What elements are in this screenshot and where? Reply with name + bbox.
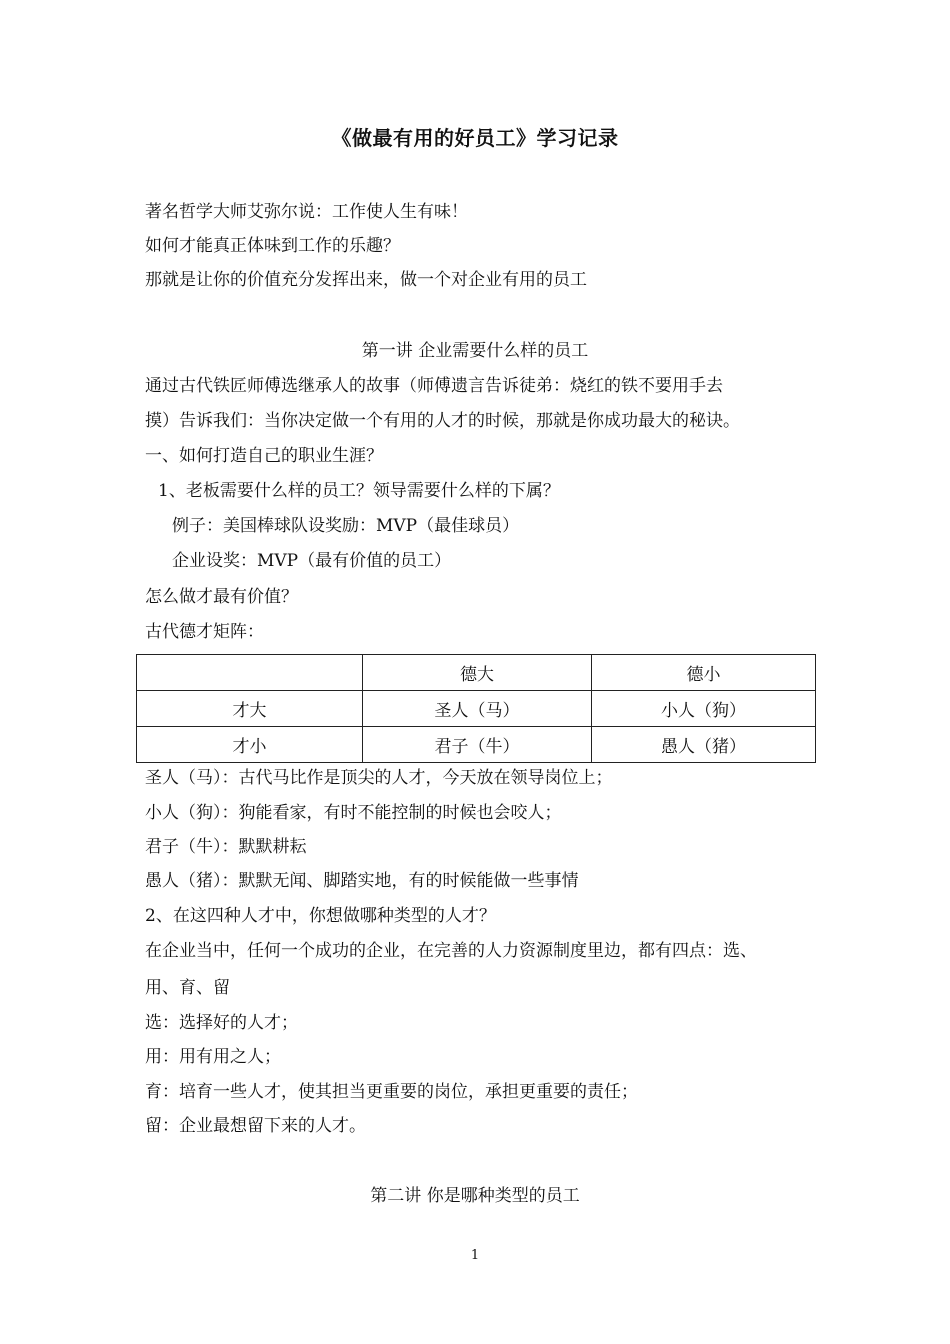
table-row bbox=[137, 691, 816, 727]
document-title: 《做最有用的好员工》学习记录 bbox=[331, 126, 619, 150]
question-2: 2、在这四种人才中，你想做哪种类型的人才？ bbox=[145, 906, 496, 926]
lecture2-heading: 第二讲 你是哪种类型的员工 bbox=[370, 1186, 580, 1206]
table-cell: 圣人（马） bbox=[363, 691, 592, 727]
intro-line: 那就是让你的价值充分发挥出来，做一个对企业有用的员工 bbox=[145, 270, 587, 290]
table-cell: 君子（牛） bbox=[363, 727, 592, 763]
question-1: 1、老板需要什么样的员工？领导需要什么样的下属？ bbox=[158, 481, 560, 501]
example-line: 例子：美国棒球队设奖励：MVP（最佳球员） bbox=[172, 516, 520, 536]
intro-line: 著名哲学大师艾弥尔说：工作使人生有味！ bbox=[145, 202, 468, 222]
point-line: 选：选择好的人才； bbox=[145, 1013, 298, 1033]
table-cell: 愚人（猪） bbox=[592, 727, 816, 763]
hr-line: 在企业当中，任何一个成功的企业，在完善的人力资源制度里边，都有四点：选、 bbox=[145, 941, 757, 961]
section1-heading: 一、如何打造自己的职业生涯？ bbox=[145, 446, 383, 466]
point-line: 留：企业最想留下来的人才。 bbox=[145, 1116, 366, 1136]
story-line: 通过古代铁匠师傅选继承人的故事（师傅遗言告诉徒弟：烧红的铁不要用手去 bbox=[145, 376, 723, 396]
explanation-line: 小人（狗）：狗能看家，有时不能控制的时候也会咬人； bbox=[145, 803, 562, 823]
table-row-header: 才大 bbox=[137, 691, 363, 727]
virtue-talent-matrix bbox=[136, 654, 816, 763]
value-question: 怎么做才最有价值？ bbox=[145, 587, 298, 607]
point-line: 用：用有用之人； bbox=[145, 1047, 281, 1067]
story-line: 摸）告诉我们：当你决定做一个有用的人才的时候，那就是你成功最大的秘诀。 bbox=[145, 411, 740, 431]
explanation-line: 圣人（马）：古代马比作是顶尖的人才，今天放在领导岗位上； bbox=[145, 768, 613, 788]
table-header-row bbox=[137, 655, 816, 691]
explanation-line: 愚人（猪）：默默无闻、脚踏实地，有的时候能做一些事情 bbox=[145, 871, 579, 891]
page-number: 1 bbox=[470, 1248, 480, 1263]
intro-line: 如何才能真正体味到工作的乐趣？ bbox=[145, 236, 400, 256]
table-cell bbox=[137, 655, 363, 691]
table-header-cell: 德小 bbox=[592, 655, 816, 691]
table-row-header: 才小 bbox=[137, 727, 363, 763]
lecture1-heading: 第一讲 企业需要什么样的员工 bbox=[361, 341, 589, 361]
table-cell: 小人（狗） bbox=[592, 691, 816, 727]
matrix-label: 古代德才矩阵： bbox=[145, 622, 264, 642]
point-line: 育：培育一些人才，使其担当更重要的岗位，承担更重要的责任； bbox=[145, 1082, 638, 1102]
example-line: 企业设奖：MVP（最有价值的员工） bbox=[172, 551, 452, 571]
hr-line: 用、育、留 bbox=[145, 978, 230, 998]
table-header-cell: 德大 bbox=[363, 655, 592, 691]
explanation-line: 君子（牛）：默默耕耘 bbox=[145, 837, 307, 857]
table-row bbox=[137, 727, 816, 763]
